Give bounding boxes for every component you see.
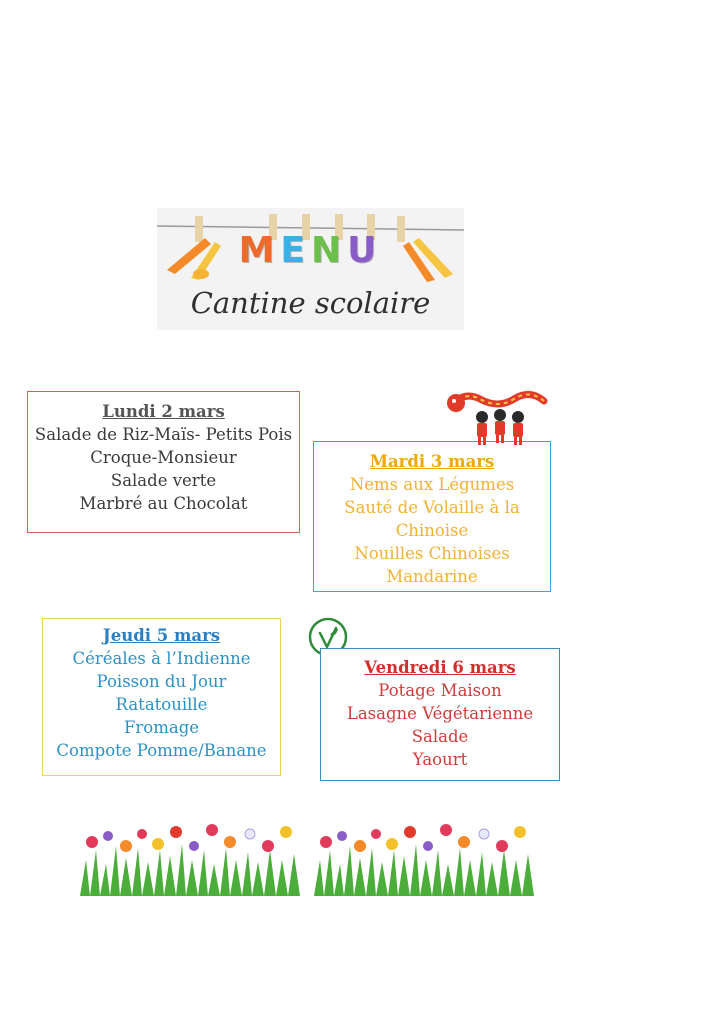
chinese-dragon-kids-icon [444, 387, 550, 449]
day-title: Jeudi 5 mars [102, 626, 221, 645]
menu-letter-m: M [238, 230, 281, 271]
menu-item: Chinoise [395, 521, 469, 540]
day-box-jeudi [42, 618, 281, 776]
menu-item: Sauté de Volaille à la [344, 498, 520, 517]
menu-letter-e: E [280, 230, 312, 271]
menu-item: Nouilles Chinoises [354, 544, 510, 563]
menu-item: Lasagne Végétarienne [346, 704, 534, 723]
menu-item: Yaourt [412, 750, 468, 769]
menu-title [157, 230, 464, 271]
day-title: Lundi 2 mars [102, 402, 225, 421]
day-box-mardi [313, 441, 551, 592]
menu-item: Mandarine [386, 567, 478, 586]
menu-item: Salade de Riz-Maïs- Petits Pois [34, 425, 293, 444]
menu-item: Marbré au Chocolat [79, 494, 248, 513]
day-title: Mardi 3 mars [369, 452, 495, 471]
menu-item: Salade [411, 727, 469, 746]
day-title: Vendredi 6 mars [364, 658, 516, 677]
day-box-lundi [27, 391, 300, 533]
flower-border-icon [80, 820, 550, 896]
menu-item: Compote Pomme/Banane [56, 741, 267, 760]
menu-item: Potage Maison [378, 681, 502, 700]
menu-item: Nems aux Légumes [349, 475, 515, 494]
menu-item: Croque-Monsieur [90, 448, 237, 467]
menu-letter-u: U [347, 230, 383, 271]
menu-item: Céréales à l’Indienne [72, 649, 251, 668]
banner-subtitle: Cantine scolaire [190, 286, 431, 320]
menu-letter-n: N [311, 230, 348, 271]
menu-item: Poisson du Jour [96, 672, 227, 691]
menu-item: Ratatouille [115, 695, 208, 714]
menu-banner [157, 208, 464, 330]
day-box-vendredi [320, 648, 560, 781]
menu-item: Salade verte [110, 471, 217, 490]
menu-item: Fromage [123, 718, 200, 737]
